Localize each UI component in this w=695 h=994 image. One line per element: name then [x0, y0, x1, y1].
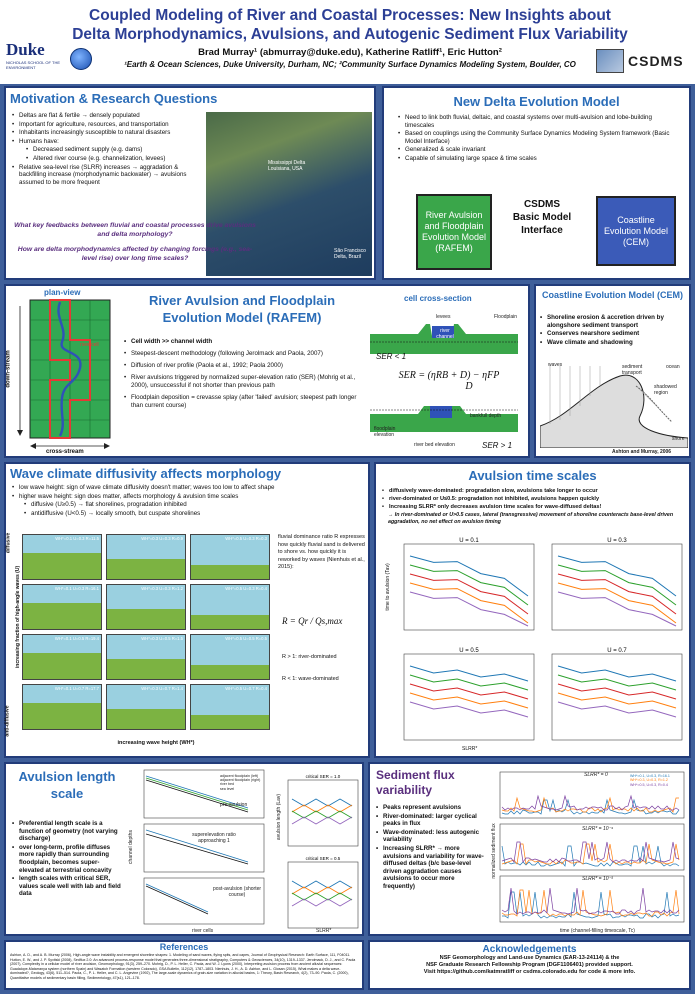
tile-land: [107, 609, 185, 629]
new-model-bullets: [398, 114, 680, 164]
avulsion-length-bullet: • length scales with critical SER, values scale well with lab and field data: [12, 875, 124, 898]
avulsion-time-note: → In river-dominated or U>0.5 cases, lateral (transgressive) movement of shoreline counteracts base-level driven aggradation, no net effect on avulsion timing: [388, 512, 674, 525]
tile-label: WH*=0.1 U=0.7 R=17.7: [54, 686, 99, 691]
ocean-label: ocean: [666, 364, 680, 370]
wave-title: Wave climate diffusivity affects morphology: [10, 466, 282, 481]
tile-land: [23, 553, 101, 579]
rafem-bullets: [124, 338, 364, 411]
tile-land: [23, 653, 101, 679]
avulsion-time-bullet: • Increasing SLRR* only decreases avulsion time scales for wave-diffused deltas!: [382, 504, 686, 511]
new-model-bullet: • Capable of simulating large space & time scales: [398, 155, 680, 163]
morphology-tile: [190, 634, 270, 680]
sediment-flux-bullet: • Peaks represent avulsions: [376, 804, 484, 812]
rafem-bullet: • Steepest-descent methodology (following Jerolmack and Paola, 2007): [124, 350, 364, 358]
avulsion-length-title: Avulsion length scale: [18, 769, 116, 801]
ack-line-1: NSF Geomorphology and Land-use Dynamics (EAR-13-24114) & the: [439, 955, 620, 961]
downstream-label: down-stream: [5, 350, 12, 388]
rafem-bullet: • Diffusion of river profile (Paola et al., 1992; Paola 2000): [124, 362, 364, 370]
tile-land: [191, 615, 269, 629]
new-model-bullet: • Generalized & scale invariant: [398, 146, 680, 154]
waves-label: waves: [548, 362, 563, 368]
avulsion-time-panel: [374, 462, 691, 758]
tile-land: [191, 715, 269, 729]
wave-panel: [4, 462, 370, 758]
motivation-bullets: [12, 112, 204, 187]
wave-subbullet: • antidiffusive (U<0.5) → locally smooth, but cuspate shorelines: [24, 510, 362, 518]
lav-plot-title: critical SER = 0.5: [305, 856, 341, 861]
fluvial-dominance-note: fluvial dominance ratio R expresses how quickly fluvial sand is delivered to shore vs. how quickly it is reworked by waves (Nienhuis et al., 2015):: [278, 534, 365, 570]
cem-panel: [534, 284, 691, 458]
lav-ylabel: avulsion length (Lav): [276, 793, 283, 841]
shadowed-region-label: shadowed region: [654, 384, 677, 396]
title-line-1: Coupled Modeling of River and Coastal Processes: New Insights about: [89, 7, 611, 24]
rafem-box: River Avulsion and Floodplain Evolution Model (RAFEM): [416, 194, 492, 270]
sediment-flux-bullet: • River-dominated: larger cyclical peaks in flux: [376, 813, 484, 828]
bankfull-label: bankfull depth: [470, 413, 502, 419]
flux-yaxis: normalized sediment flux: [491, 823, 497, 879]
rafem-title: River Avulsion and Floodplain Evolution Model (RAFEM): [148, 293, 336, 325]
poster-title: [70, 6, 630, 44]
tile-label: WH*=0.3 U=0.3 R=0.9: [141, 536, 183, 541]
channel-label: river channel: [436, 328, 454, 340]
avulsion-time-bullet: • river-dominated or U≤0.5: progradation not inhibited, avulsions happen quickly: [382, 496, 686, 503]
tile-land: [23, 603, 101, 629]
wave-bullet: • higher wave height: sign does matter, affects morphology & avulsion time scales: [12, 493, 362, 501]
pre-avulsion-label: pre-avulsion: [220, 802, 248, 808]
r-gt-1: R > 1: river-dominated: [282, 654, 337, 660]
tav-plot-title: U = 0.7: [607, 648, 627, 654]
cem-bullet: • Wave climate and shadowing: [540, 339, 690, 347]
csdms-logo-text: CSDMS: [628, 53, 684, 69]
profile-xaxis: river cells: [192, 928, 214, 934]
wave-bullet: • low wave height: sign of wave climate diffusivity doesn't matter; waves too low to affect shape: [12, 484, 362, 492]
flux-t3: SLRR* = 10⁻³: [582, 876, 613, 882]
sediment-flux-plots: [488, 768, 688, 926]
motivation-bullet: • Relative sea-level rise (SLRR) increases → aggradation & backfilling increase (morphodynamic backwater) → avulsions assumed to be more frequent: [12, 164, 204, 187]
wave-bullets: [12, 484, 362, 518]
flux-xaxis: time (channel-filling timescale, Tc): [560, 928, 635, 934]
profile-yaxis: channel depths: [127, 830, 134, 864]
avulsion-length-plots: [278, 768, 362, 934]
sao-francisco-label: São Francisco Delta, Brazil: [334, 248, 366, 260]
avulsion-length-bullets: [12, 820, 124, 899]
flux-legend: [630, 774, 670, 787]
csdms-logo: [596, 48, 688, 74]
ack-line-2: NSF Graduate Research Fellowship Program (DGF1106401) provided support.: [426, 962, 633, 968]
lav-plot-frame: [288, 780, 358, 846]
cross-section-title: cell cross-section: [404, 294, 472, 303]
new-model-bullet: • Based on couplings using the Community Surface Dynamics Modeling System framework (Basic Model Interface): [398, 130, 680, 145]
profile-legend-item: sea level: [220, 786, 235, 791]
avulsion-length-bullet: • Preferential length scale is a function of geometry (not varying discharge): [12, 820, 124, 843]
motivation-panel: [4, 86, 376, 280]
morphology-tile: [22, 684, 102, 730]
r-equation: R = Qr / Qs,max: [282, 616, 343, 626]
avulsion-length-bullet: • over long-term, profile diffuses more rapidly than surrounding floodplain, becomes super-elevated at terrestrial concavity: [12, 844, 124, 874]
tav-plot-title: U = 0.3: [607, 538, 627, 544]
tile-land: [107, 659, 185, 679]
csdms-logo-mark: [596, 49, 624, 73]
plan-view-title: plan-view: [44, 288, 81, 297]
tav-ylabel: time to avulsion (Tav): [385, 563, 391, 611]
references-title: References: [159, 942, 209, 952]
floodplain-elevation-label: floodplain elevation: [374, 426, 396, 438]
tile-land: [191, 665, 269, 679]
motivation-bullet: • Inhabitants increasingly susceptible to natural disasters: [12, 129, 204, 137]
morphology-tile: [106, 534, 186, 580]
rafem-panel: [4, 284, 530, 458]
morphology-tile: [190, 684, 270, 730]
acknowledgements-title: Acknowledgements: [482, 944, 577, 955]
crossstream-label: cross-stream: [46, 449, 84, 455]
avulsion-time-plots: [384, 532, 688, 754]
cem-title: Coastline Evolution Model (CEM): [542, 290, 683, 300]
acknowledgements-panel: [368, 940, 691, 990]
motivation-title: Motivation & Research Questions: [10, 91, 218, 106]
references-text: Ashton, A. D., and A. B. Murray (2006), High-angle wave instability and emergent shoreline shapes: 1. Modeling of sand waves, flying spits, and capes, Journal of Geophysical Research: Earth Surface, 111, F04011. Hutton, E. W., and J. P. Syvitski (2008), Sedflux 2.0: An advanced process-response model that generates three-dimensional stratigraphy, Computers & Geosciences, 34(10), 1319–1337. Jerolmack, D. J., and C. Paola (2007), Complexity in a cellular model of river avulsion, Geomorphology, 91(3), 259–270. Mohrig, D., P. L. Heller, C. Paola, and W. J. Lyons (2000), Interpreting avulsion process from ancient alluvial sequences: Guadalope-Matarranya system (northern Spain) and Wasatch Formation (western Colorado), GSA Bulletin, 112(12), 1787–1803. Nienhuis, J. H., A. D. Ashton, and L. Giosan (2015), What makes a delta wave-dominated?, Geology, 43(6), 511–514. Paola, C., P. L. Heller, and C. L. Angevine (1992), The large-scale dynamics of grain-size variation in alluvial basins, 1: Theory, Basin Research, 4(2), 73–90. Paola, C. (2000), Quantitative models of sedimentary basin filling, Sedimentology, 47(s1), 121–178.: [10, 953, 356, 980]
tile-label: WH*=0.3 U=0.5 R=1.5: [141, 636, 183, 641]
authors-block: [80, 47, 620, 71]
tile-land: [191, 565, 269, 579]
wave-xaxis-label: increasing wave height (WH*): [117, 740, 195, 746]
sediment-flux-title: Sediment flux variability: [376, 768, 455, 797]
new-model-title: New Delta Evolution Model: [453, 94, 620, 109]
mississippi-label: Mississippi Delta Louisiana, USA: [268, 160, 306, 172]
motivation-bullet: • Important for agriculture, resources, and transportation: [12, 121, 204, 129]
new-model-bullet: • Need to link both fluvial, deltaic, and coastal systems over multi-avulsion and lobe-building timescales: [398, 114, 680, 129]
csdms-bmi-label: CSDMS Basic Model Interface: [512, 199, 572, 236]
research-question-2: How are delta morphodynamics affected by changing forcings (e.g., sea-level rise) over long time scales?: [17, 246, 253, 262]
title-line-2: Delta Morphodynamics, Avulsions, and Autogenic Sediment Flux Variability: [72, 26, 628, 43]
flux-t1: SLRR* = 0: [584, 772, 608, 778]
sediment-flux-panel: [368, 762, 691, 936]
profile-plots: [128, 768, 268, 932]
morphology-tile-grid: [22, 534, 274, 736]
post-avulsion-label: post-avulsion (shorter course): [212, 886, 262, 898]
morphology-tile: [22, 584, 102, 630]
morphology-tile: [190, 534, 270, 580]
superelevation-label: superelevation ratio approaching 1: [192, 832, 236, 844]
rafem-bullet: • Floodplain deposition = crevasse splay (after 'failed' avulsion; steepest path longer than current course): [124, 394, 364, 410]
tile-label: WH*=0.1 U=0.3 R=16.1: [54, 586, 99, 591]
ser-equation: [372, 370, 526, 392]
research-question-1: What key feedbacks between fluvial and coastal processes drive avulsions and delta morphology?: [14, 222, 256, 238]
ser-lt-label: SER < 1: [376, 352, 407, 361]
tile-label: WH*=0.3 U=0.3 R=1.2: [141, 586, 183, 591]
river-cell-label: river cell: [80, 342, 99, 348]
tav-plot-title: U = 0.1: [459, 538, 479, 544]
rafem-bullet: • River avulsions triggered by normalized super-elevation ratio (SER) (Mohrig et al., 2000), unsuccessful if not shorter than previous path: [124, 374, 364, 390]
tav-xlabel: SLRR*: [462, 746, 478, 752]
flux-t2: SLRR* = 10⁻⁴: [582, 826, 614, 832]
r-lt-1: R < 1: wave-dominated: [282, 676, 339, 682]
flux-legend-item: WH*=0.3, U=0.3, R=1.2: [630, 778, 668, 783]
tile-land: [107, 559, 185, 579]
morphology-tile: [22, 534, 102, 580]
cem-bullet: • Shoreline erosion & accretion driven by alongshore sediment transport: [540, 314, 690, 329]
ser-equation-num: SER = (ηRB + D) − ηFP: [398, 370, 500, 381]
lav-plot-title: critical SER = 1.0: [305, 774, 341, 779]
ser-equation-den: D: [465, 381, 473, 392]
avulsion-time-title: Avulsion time scales: [468, 468, 597, 483]
morphology-tile: [106, 684, 186, 730]
sediment-transport-label: sediment transport: [622, 364, 643, 376]
tile-land: [107, 709, 185, 729]
morphology-tile: [106, 634, 186, 680]
avulsion-time-bullet: • diffusively wave-dominated: progradation slow, avulsions take longer to occur: [382, 488, 686, 495]
profile-legend-item: adjacent floodplain (right): [220, 778, 261, 783]
cem-credit: Ashton and Murray, 2006: [612, 449, 672, 455]
morphology-tile: [190, 584, 270, 630]
wave-subbullet: • diffusive (U≥0.5) → flat shorelines, progradation inhibited: [24, 501, 362, 509]
tile-land: [23, 703, 101, 729]
ser-gt-label: SER > 1: [482, 441, 513, 450]
morphology-tile: [22, 634, 102, 680]
diffusive-label: diffusive: [5, 532, 12, 554]
duke-logo-text: Duke: [6, 40, 45, 59]
rafem-bullet: • Cell width >> channel width: [124, 338, 364, 346]
duke-logo-sub: NICHOLAS SCHOOL OF THE ENVIRONMENT: [6, 60, 61, 70]
duke-logo: [6, 40, 68, 70]
sediment-flux-bullet: • Increasing SLRR* → more avulsions and variability for wave-diffused deltas (b/c base-level driven aggradation causes avulsions to occur more frequently): [376, 845, 484, 891]
morphology-tile: [106, 584, 186, 630]
flux-legend-item: WH*=0.5, U=0.3, R=0.4: [630, 782, 668, 787]
motivation-subbullet: • Decreased sediment supply (e.g. dams): [26, 146, 204, 154]
cem-bullets: [540, 314, 690, 347]
tile-label: WH*=0.5 U=0.7 R=0.4: [225, 686, 267, 691]
levees-label: levees: [436, 314, 451, 320]
profile-legend-item: river bed: [220, 782, 234, 787]
sediment-flux-bullets: [376, 804, 484, 892]
motivation-bullet: • Deltas are flat & fertile → densely populated: [12, 112, 204, 120]
wave-yaxis-label: increasing fraction of high-angle waves (U): [15, 565, 21, 669]
profile-legend: [220, 774, 260, 791]
ack-line-3: Visit https://github.com/katmratliff or csdms.colorado.edu for code & more info.: [423, 969, 636, 975]
tile-label: WH*=0.5 U=0.3 R=0.3: [225, 536, 267, 541]
authors: Brad Murray¹ (abmurray@duke.edu), Katherine Ratliff¹, Eric Hutton²: [198, 47, 502, 58]
profile-legend-item: adjacent floodplain (left): [220, 774, 259, 778]
tile-label: WH*=0.1 U=0.3 R=11.5: [55, 536, 99, 541]
avulsion-length-panel: [4, 762, 364, 936]
motivation-bullet: • Humans have:: [12, 138, 204, 146]
sediment-flux-bullet: • Wave-dominated: less autogenic variability: [376, 829, 484, 844]
new-model-panel: [382, 86, 691, 280]
cem-bullet: • Conserves nearshore sediment: [540, 330, 690, 338]
motivation-subbullet: • Altered river course (e.g. channelization, levees): [26, 155, 204, 163]
tile-label: WH*=0.5 U=0.5 R=0.5: [225, 636, 267, 641]
affiliations: ¹Earth & Ocean Sciences, Duke University, Durham, NC; ²Community Surface Dynamics Modeling System, Boulder, CO: [124, 60, 576, 69]
avulsion-time-bullets: [382, 488, 686, 512]
tile-label: WH*=0.1 U=0.5 R=19.4: [54, 636, 99, 641]
antidiffusive-label: anti-diffusive: [4, 705, 11, 737]
plan-view-diagram: [12, 298, 114, 458]
lav-xlabel: SLRR*: [316, 928, 332, 934]
floodplain-label: Floodplain: [494, 314, 518, 320]
river-bed-elevation-label: river bed elevation: [414, 442, 455, 448]
references-panel: [4, 940, 364, 990]
poster-header: [0, 0, 695, 84]
shore-label: shore: [672, 436, 685, 442]
lav-plot-frame: [288, 862, 358, 928]
tile-label: WH*=0.3 U=0.7 R=1.4: [141, 686, 183, 691]
flux-legend-item: WH*=0.1, U=0.3, R=16.1: [630, 774, 670, 778]
cem-box: Coastline Evolution Model (CEM): [596, 196, 676, 266]
tav-plot-title: U = 0.5: [459, 648, 479, 654]
tile-label: WH*=0.5 U=0.3 R=0.4: [225, 586, 267, 591]
